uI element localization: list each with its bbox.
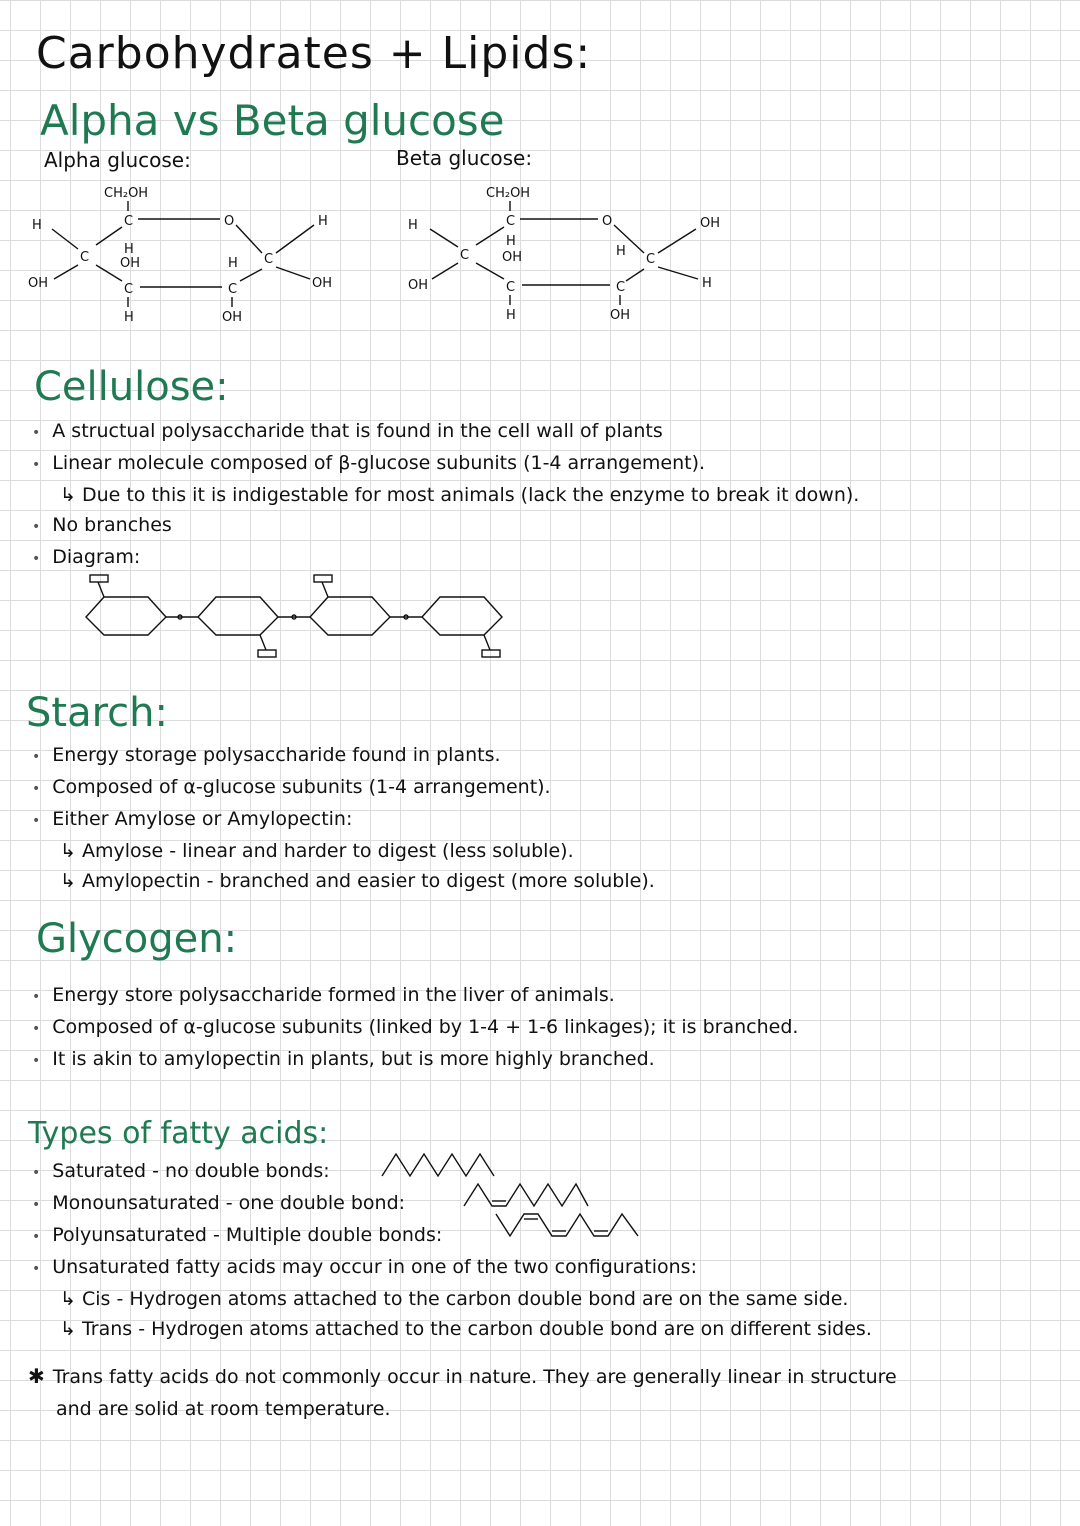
cellulose-bullet-2 <box>32 448 859 480</box>
bullet-dot: • <box>32 1053 41 1069</box>
fatty-text-3: Polyunsaturated - Multiple double bonds: <box>52 1224 443 1246</box>
bullet-dot: • <box>32 1165 41 1181</box>
starch-text-3: Either Amylose or Amylopectin: <box>52 808 353 830</box>
monounsaturated-zigzag <box>462 1180 592 1210</box>
bullet-dot: • <box>32 813 41 829</box>
cellulose-group-3 <box>314 575 332 582</box>
alpha-h4: H <box>124 242 134 257</box>
starch-text-1: Energy storage polysaccharide found in plants. <box>52 744 501 766</box>
glycogen-bullet-2 <box>32 1012 798 1044</box>
beta-glucose-structure <box>380 175 760 335</box>
cellulose-ring-2 <box>198 597 278 635</box>
beta-c1: C <box>506 214 516 229</box>
alpha-c2: C <box>264 252 274 267</box>
starch-heading: Starch: <box>26 690 168 736</box>
alpha-oh1: OH <box>312 276 333 291</box>
cellulose-bullet-3 <box>32 510 859 542</box>
beta-ch2oh: CH₂OH <box>486 186 531 201</box>
cellulose-group-4 <box>482 650 500 657</box>
bullet-dot: • <box>32 519 41 535</box>
alpha-ch2oh: CH₂OH <box>104 186 149 201</box>
fatty-acids-notes <box>32 1156 872 1344</box>
starch-bullet-3 <box>32 804 655 836</box>
footnote <box>28 1360 897 1425</box>
alpha-h1: H <box>318 214 328 229</box>
bullet-dot: • <box>32 1261 41 1277</box>
alpha-oh2: OH <box>222 310 243 325</box>
beta-h2: H <box>616 244 626 259</box>
bullet-dot: • <box>32 1197 41 1213</box>
glycogen-text-2: Composed of α-glucose subunits (linked by 1-4 + 1-6 linkages); it is branched. <box>52 1016 799 1038</box>
cellulose-text-3: No branches <box>52 514 172 536</box>
glycogen-heading: Glycogen: <box>36 916 238 962</box>
cellulose-bullet-4 <box>32 542 859 574</box>
cellulose-group-1 <box>90 575 108 582</box>
cellulose-ring-3 <box>310 597 390 635</box>
bullet-dot: • <box>32 457 41 473</box>
fatty-sub-note-1: ↳ Cis - Hydrogen atoms attached to the carbon double bond are on the same side. <box>60 1288 849 1310</box>
cellulose-bullet-1 <box>32 416 859 448</box>
starch-sub-note-2: ↳ Amylopectin - branched and easier to digest (more soluble). <box>60 870 655 892</box>
bullet-dot: • <box>32 1229 41 1245</box>
beta-h1: H <box>702 276 712 291</box>
starch-sub-note-1: ↳ Amylose - linear and harder to digest (less soluble). <box>60 840 574 862</box>
glycogen-text-1: Energy store polysaccharide formed in the liver of animals. <box>52 984 615 1006</box>
beta-c2: C <box>646 252 656 267</box>
alpha-c1: C <box>124 214 134 229</box>
bullet-dot: • <box>32 1021 41 1037</box>
alpha-ring-o: O <box>224 214 235 229</box>
alpha-oh3: OH <box>120 256 141 271</box>
fatty-bullet-4 <box>32 1252 872 1284</box>
fatty-bullet-2 <box>32 1188 872 1220</box>
starch-notes <box>32 740 655 896</box>
glycogen-bullet-3 <box>32 1044 798 1076</box>
fatty-bullet-3 <box>32 1220 872 1252</box>
cellulose-ring-4 <box>422 597 502 635</box>
footnote-line-1 <box>28 1360 897 1393</box>
beta-h3: H <box>506 308 516 323</box>
bullet-dot: • <box>32 781 41 797</box>
cellulose-heading: Cellulose: <box>34 364 229 410</box>
alpha-oh4: OH <box>28 276 49 291</box>
fatty-text-1: Saturated - no double bonds: <box>52 1160 330 1182</box>
bullet-dot: • <box>32 749 41 765</box>
beta-oh2: OH <box>610 308 631 323</box>
cellulose-text-4: Diagram: <box>52 546 141 568</box>
glycogen-notes <box>32 980 798 1076</box>
beta-c3: C <box>616 280 626 295</box>
cellulose-notes <box>32 416 859 574</box>
beta-h4: H <box>506 234 516 249</box>
alpha-h5: H <box>32 218 42 233</box>
bullet-dot: • <box>32 425 41 441</box>
starch-bullet-1 <box>32 740 655 772</box>
polyunsaturated-zigzag <box>494 1210 644 1240</box>
glucose-heading: Alpha vs Beta glucose <box>40 96 505 145</box>
starch-text-2: Composed of α-glucose subunits (1-4 arrangement). <box>52 776 551 798</box>
cellulose-diagram <box>80 572 530 662</box>
beta-c4: C <box>506 280 516 295</box>
glycogen-text-3: It is akin to amylopectin in plants, but is more highly branched. <box>52 1048 655 1070</box>
fatty-text-2: Monounsaturated - one double bond: <box>52 1192 406 1214</box>
starch-bullet-2 <box>32 772 655 804</box>
alpha-h3: H <box>124 310 134 325</box>
alpha-c4: C <box>124 282 134 297</box>
cellulose-text-1: A structual polysaccharide that is found in the cell wall of plants <box>52 420 663 442</box>
fatty-acids-heading: Types of fatty acids: <box>28 1116 329 1151</box>
beta-oh1: OH <box>700 216 721 231</box>
footnote-line-2: and are solid at room temperature. <box>56 1398 391 1420</box>
asterisk-icon: ✱ <box>28 1364 45 1388</box>
beta-ring-o: O <box>602 214 613 229</box>
alpha-c3: C <box>228 282 238 297</box>
beta-oh4: OH <box>408 278 429 293</box>
beta-h5: H <box>408 218 418 233</box>
fatty-text-4: Unsaturated fatty acids may occur in one of the two configurations: <box>52 1256 697 1278</box>
beta-glucose-label: Beta glucose: <box>396 146 533 170</box>
beta-c5: C <box>460 248 470 263</box>
alpha-c5: C <box>80 250 90 265</box>
page-title: Carbohydrates + Lipids: <box>36 28 592 79</box>
alpha-h2: H <box>228 256 238 271</box>
alpha-glucose-structure <box>0 175 380 335</box>
cellulose-sub-note: ↳ Due to this it is indigestable for most animals (lack the enzyme to break it down). <box>60 484 860 506</box>
cellulose-group-2 <box>258 650 276 657</box>
footnote-text-1: Trans fatty acids do not commonly occur in nature. They are generally linear in structure <box>52 1366 897 1388</box>
cellulose-text-2: Linear molecule composed of β-glucose subunits (1-4 arrangement). <box>52 452 706 474</box>
alpha-glucose-label: Alpha glucose: <box>44 148 191 172</box>
beta-oh3: OH <box>502 250 523 265</box>
bullet-dot: • <box>32 989 41 1005</box>
cellulose-ring-1 <box>86 597 166 635</box>
fatty-sub-note-2: ↳ Trans - Hydrogen atoms attached to the carbon double bond are on different sides. <box>60 1318 872 1340</box>
bullet-dot: • <box>32 551 41 567</box>
glycogen-bullet-1 <box>32 980 798 1012</box>
saturated-zigzag <box>380 1150 500 1180</box>
